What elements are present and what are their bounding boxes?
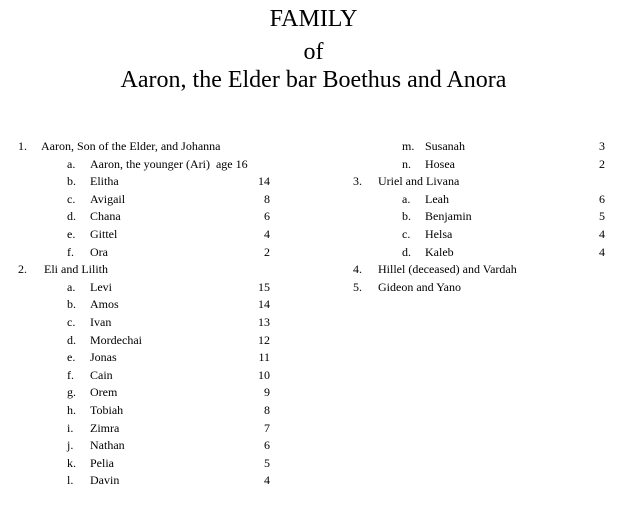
child-label: c. — [67, 191, 76, 206]
child-age: 11 — [258, 350, 270, 365]
child-label: a. — [67, 279, 76, 294]
child-entry — [0, 349, 300, 367]
child-label: b. — [402, 209, 411, 224]
child-entry — [0, 191, 300, 209]
child-age: 7 — [264, 420, 270, 435]
child-label: l. — [67, 473, 74, 488]
child-age: 14 — [258, 297, 270, 312]
child-label: g. — [67, 385, 76, 400]
child-name: Aaron, the younger (Ari) age 16 — [90, 156, 248, 171]
child-age: 8 — [264, 191, 270, 206]
family-name: Hillel (deceased) and Vardah — [378, 262, 517, 277]
child-name: Davin — [90, 473, 120, 488]
child-entry — [0, 472, 300, 490]
child-entry — [340, 138, 627, 156]
family-name: Gideon and Yano — [378, 279, 461, 294]
child-name: Hosea — [425, 156, 455, 171]
child-name: Chana — [90, 209, 121, 224]
child-name: Avigail — [90, 191, 126, 206]
title-line-of: of — [303, 39, 324, 65]
family-name: Aaron, Son of the Elder, and Johanna — [41, 139, 221, 153]
child-entry — [0, 156, 300, 174]
child-age: 14 — [258, 174, 270, 189]
child-name: Orem — [90, 385, 118, 400]
child-label: m. — [402, 139, 415, 153]
child-name: Tobiah — [90, 402, 124, 417]
child-label: a. — [402, 191, 411, 206]
family-entry — [0, 261, 300, 279]
child-entry — [0, 226, 300, 244]
family-entry — [340, 279, 627, 297]
child-age: 4 — [599, 244, 605, 259]
child-name: Jonas — [90, 350, 117, 365]
child-name: Zimra — [90, 420, 120, 435]
family-list-left-column — [0, 138, 300, 490]
child-name: Mordechai — [90, 332, 142, 347]
child-entry — [0, 296, 300, 314]
child-age: 2 — [599, 156, 605, 171]
child-entry — [0, 279, 300, 297]
child-label: d. — [67, 209, 76, 224]
child-age: 8 — [264, 402, 270, 417]
child-label: d. — [67, 332, 76, 347]
child-age: 2 — [264, 244, 270, 259]
child-entry — [0, 437, 300, 455]
child-name: Helsa — [425, 226, 453, 241]
family-name: Eli and Lilith — [41, 262, 108, 277]
child-entry — [0, 420, 300, 438]
child-label: i. — [67, 420, 74, 435]
family-name: Uriel and Livana — [378, 174, 460, 189]
child-label: b. — [67, 297, 76, 312]
child-age: 5 — [599, 209, 605, 224]
child-name: Ora — [90, 244, 108, 259]
child-label: f. — [67, 367, 74, 382]
child-entry — [0, 367, 300, 385]
child-entry — [0, 402, 300, 420]
child-entry — [340, 244, 627, 262]
child-entry — [340, 208, 627, 226]
family-number: 5. — [353, 279, 362, 294]
child-age: 15 — [258, 279, 270, 294]
family-number: 1. — [18, 139, 27, 153]
child-name: Elitha — [90, 174, 119, 189]
child-age: 13 — [258, 314, 270, 329]
child-age: 5 — [264, 455, 270, 470]
child-entry — [0, 455, 300, 473]
child-age: 4 — [264, 226, 270, 241]
child-age: 6 — [264, 209, 270, 224]
child-age: 9 — [264, 385, 270, 400]
family-number: 4. — [353, 262, 362, 277]
family-entry — [340, 261, 627, 279]
child-label: c. — [67, 314, 76, 329]
family-number: 3. — [353, 174, 362, 189]
child-entry — [0, 244, 300, 262]
child-label: k. — [67, 455, 76, 470]
child-name: Susanah — [425, 139, 465, 153]
child-name: Cain — [90, 367, 113, 382]
child-entry — [0, 208, 300, 226]
child-age: 6 — [599, 191, 605, 206]
child-label: n. — [402, 156, 411, 171]
child-name: Nathan — [90, 438, 125, 453]
child-label: j. — [67, 438, 74, 453]
child-age: 4 — [264, 473, 270, 488]
child-name: Benjamin — [425, 209, 472, 224]
child-name: Leah — [425, 191, 449, 206]
child-name: Amos — [90, 297, 119, 312]
child-name: Gittel — [90, 226, 118, 241]
child-label: e. — [67, 350, 76, 365]
child-age: 12 — [258, 332, 270, 347]
child-entry — [0, 314, 300, 332]
child-label: h. — [67, 402, 76, 417]
child-entry — [340, 191, 627, 209]
child-name: Levi — [90, 279, 112, 294]
title-line-names: Aaron, the Elder bar Boethus and Anora — [120, 67, 507, 93]
family-entry — [0, 138, 300, 156]
child-entry — [0, 332, 300, 350]
child-label: d. — [402, 244, 411, 259]
family-entry — [340, 173, 627, 191]
child-age: 4 — [599, 226, 605, 241]
child-age: 10 — [258, 367, 270, 382]
child-entry — [340, 226, 627, 244]
child-name: Ivan — [90, 314, 112, 329]
child-label: e. — [67, 226, 76, 241]
child-name: Kaleb — [425, 244, 454, 259]
child-label: f. — [67, 244, 74, 259]
child-entry — [340, 156, 627, 174]
child-age: 3 — [599, 139, 605, 153]
child-age: 6 — [264, 438, 270, 453]
child-entry — [0, 173, 300, 191]
child-label: a. — [67, 156, 76, 171]
child-label: b. — [67, 174, 76, 189]
title-line-family: FAMILY — [269, 6, 358, 32]
child-name: Pelia — [90, 455, 114, 470]
child-entry — [0, 384, 300, 402]
family-list-right-column — [340, 138, 627, 296]
child-label: c. — [402, 226, 411, 241]
family-number: 2. — [18, 262, 27, 277]
